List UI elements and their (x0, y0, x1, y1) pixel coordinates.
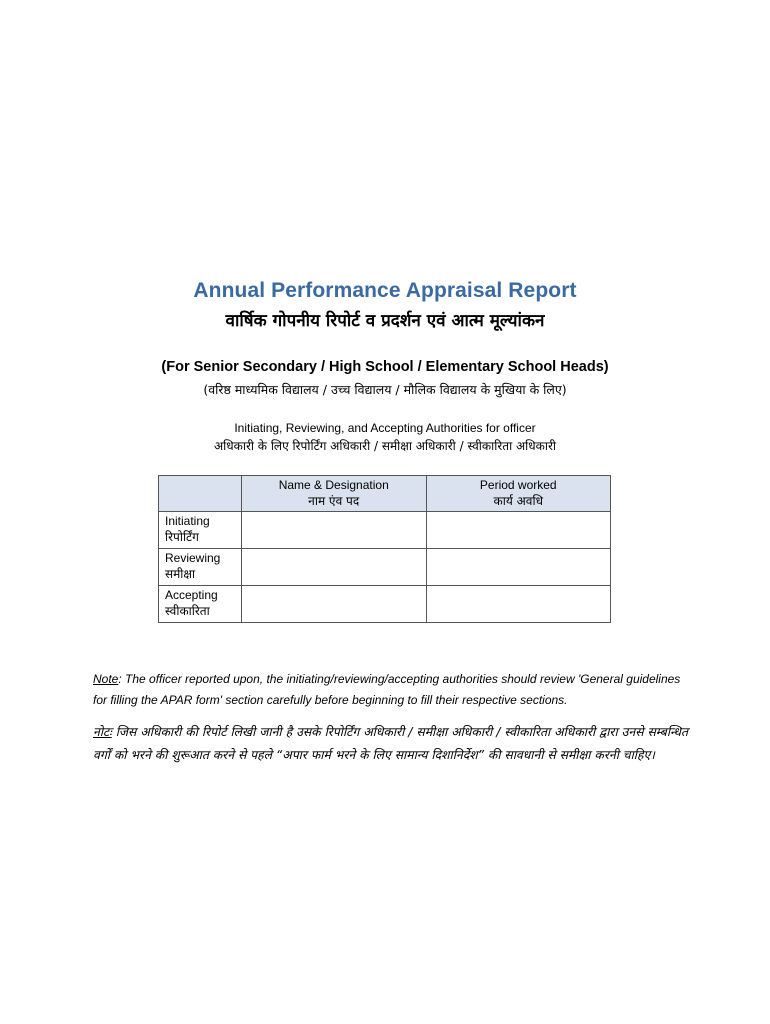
row-label-en: Reviewing (165, 551, 221, 565)
header-name-designation-en: Name & Designation (278, 478, 389, 492)
note-text-hindi: जिस अधिकारी की रिपोर्ट लिखी जानी है उसके रिपोर्टिंग अधिकारी / समीक्षा अधिकारी / स्वीकारिता अधिकारी द्वारा उनसे सम्बन्धित वर्गों को भरने की शुरूआत करने से पहले “अपार फार्म भरने के लिए सामान्य दिशानिर्देश” की सावधानी से समीक्षा करनी चाहिए। (93, 725, 688, 762)
accepting-period-cell[interactable] (426, 586, 611, 623)
note-text: : The officer reported upon, the initiating/reviewing/accepting authorities should review 'General guidelines for filling the APAR form' section carefully before beginning to fill their respective sections. (93, 672, 681, 707)
note-label: Note (93, 672, 119, 686)
accepting-name-cell[interactable] (241, 586, 426, 623)
header-name-designation (241, 476, 426, 512)
authorities-heading: Initiating, Reviewing, and Accepting Authorities for officer (234, 421, 536, 435)
initiating-name-cell[interactable] (241, 512, 426, 549)
row-label-hi: समीक्षा (165, 567, 196, 581)
note-english (93, 669, 688, 711)
note-hindi (93, 721, 688, 767)
note-label-hindi: नोटः (93, 725, 112, 739)
reviewing-period-cell[interactable] (426, 549, 611, 586)
row-label-reviewing (159, 549, 242, 586)
reviewing-name-cell[interactable] (241, 549, 426, 586)
page-title-hindi: वार्षिक गोपनीय रिपोर्ट व प्रदर्शन एवं आत्म मूल्यांकन (225, 311, 545, 331)
page-subtitle-hindi: (वरिष्ठ माध्यमिक विद्यालय / उच्च विद्यालय / मौलिक विद्यालय के मुखिया के लिए) (203, 382, 567, 397)
table-header-row (159, 476, 611, 512)
row-label-hi: स्वीकारिता (165, 604, 210, 618)
row-label-en: Accepting (165, 588, 218, 602)
row-label-initiating (159, 512, 242, 549)
authorities-heading-hindi: अधिकारी के लिए रिपोर्टिंग अधिकारी / समीक्षा अधिकारी / स्वीकारिता अधिकारी (213, 439, 556, 453)
header-period-worked (426, 476, 611, 512)
table-row-accepting (159, 586, 611, 623)
page-subtitle: (For Senior Secondary / High School / Elementary School Heads) (161, 359, 609, 375)
header-period-worked-en: Period worked (479, 478, 557, 492)
table-header-blank (159, 476, 242, 512)
row-label-hi: रिपोर्टिंग (165, 530, 199, 544)
initiating-period-cell[interactable] (426, 512, 611, 549)
table-row-initiating (159, 512, 611, 549)
header-name-designation-hi: नाम एंव पद (308, 494, 360, 508)
row-label-accepting (159, 586, 242, 623)
header-period-worked-hi: कार्य अवधि (493, 494, 543, 508)
row-label-en: Initiating (165, 514, 210, 528)
authorities-table (158, 475, 611, 623)
table-row-reviewing (159, 549, 611, 586)
page-title: Annual Performance Appraisal Report (193, 279, 577, 302)
